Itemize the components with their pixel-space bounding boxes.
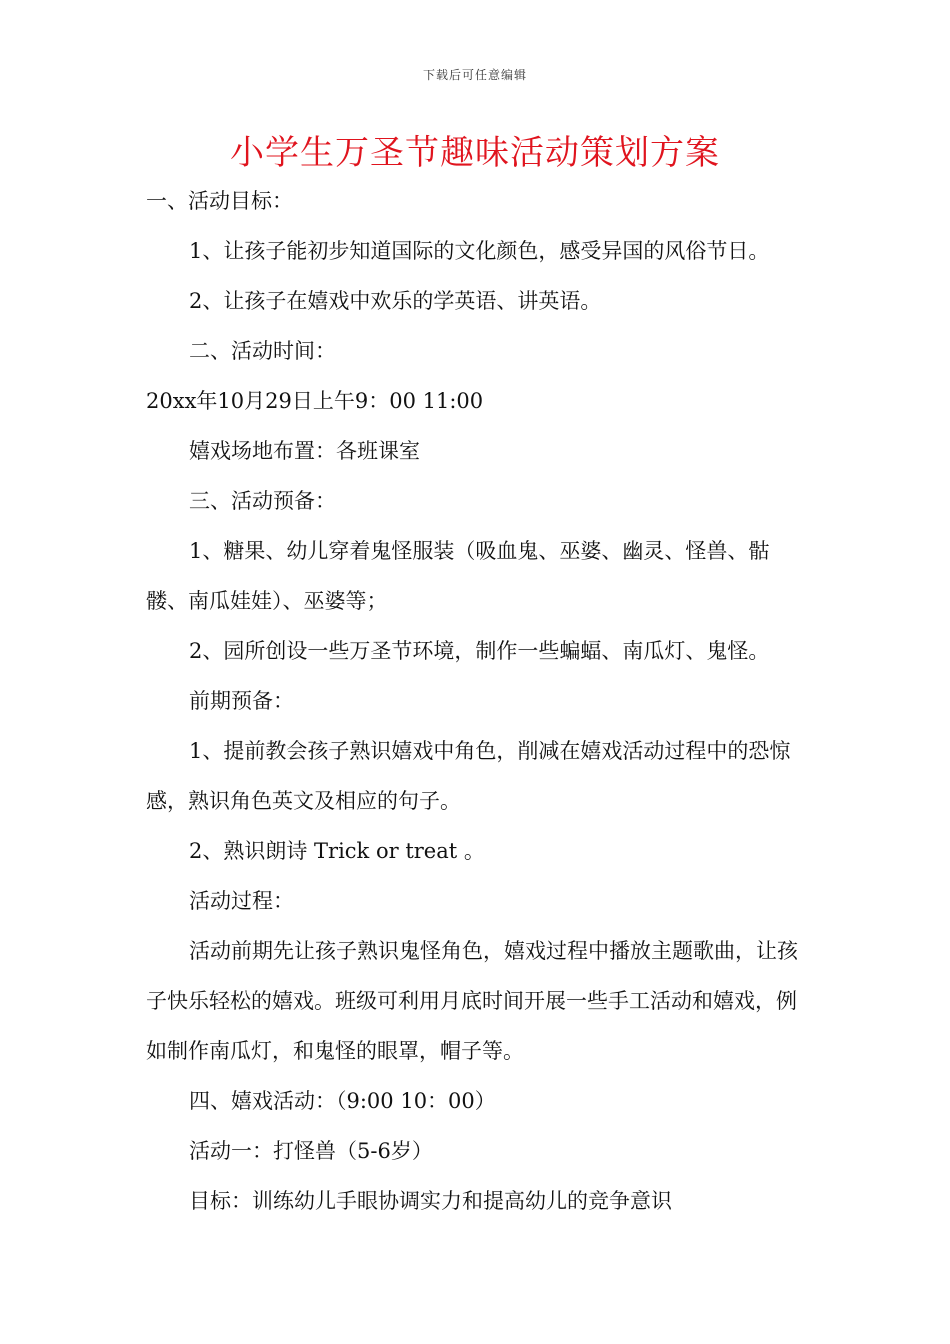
paragraph: 1、提前教会孩子熟识嬉戏中角色，削减在嬉戏活动过程中的恐惊感，熟识角色英文及相应的句子。 — [146, 739, 791, 813]
section-heading-time: 二、活动时间： — [189, 339, 336, 363]
header-note: 下载后可任意编辑 — [422, 68, 527, 82]
section-heading-games: 四、嬉戏活动：（9:00 10：00） — [189, 1089, 496, 1113]
paragraph: 嬉戏场地布置：各班课室 — [189, 439, 420, 463]
section-heading-preparation: 三、活动预备： — [189, 489, 336, 513]
paragraph: 活动前期先让孩子熟识鬼怪角色，嬉戏过程中播放主题歌曲，让孩子快乐轻松的嬉戏。班级可利用月底时间开展一些手工活动和嬉戏，例如制作南瓜灯，和鬼怪的眼罩，帽子等。 — [146, 939, 798, 1063]
paragraph-time: 20xx年10月29日上午9：00 11:00 — [146, 389, 484, 413]
paragraph: 2、让孩子在嬉戏中欢乐的学英语、讲英语。 — [189, 289, 602, 313]
document-body — [146, 176, 810, 1226]
paragraph: 目标：训练幼儿手眼协调实力和提高幼儿的竞争意识 — [189, 1189, 672, 1213]
section-heading-goals: 一、活动目标： — [146, 189, 293, 213]
paragraph: 活动一：打怪兽（5-6岁） — [189, 1139, 433, 1163]
paragraph: 2、园所创设一些万圣节环境，制作一些蝙蝠、南瓜灯、鬼怪。 — [189, 639, 770, 663]
paragraph: 2、熟识朗诗 Trick or treat 。 — [189, 839, 485, 863]
section-heading-pre-preparation: 前期预备： — [189, 689, 294, 713]
paragraph: 1、让孩子能初步知道国际的文化颜色，感受异国的风俗节日。 — [189, 239, 770, 263]
document-title: 小学生万圣节趣味活动策划方案 — [230, 133, 720, 173]
paragraph: 1、糖果、幼儿穿着鬼怪服装（吸血鬼、巫婆、幽灵、怪兽、骷髅、南瓜娃娃）、巫婆等； — [146, 539, 770, 613]
section-heading-process: 活动过程： — [189, 889, 294, 913]
